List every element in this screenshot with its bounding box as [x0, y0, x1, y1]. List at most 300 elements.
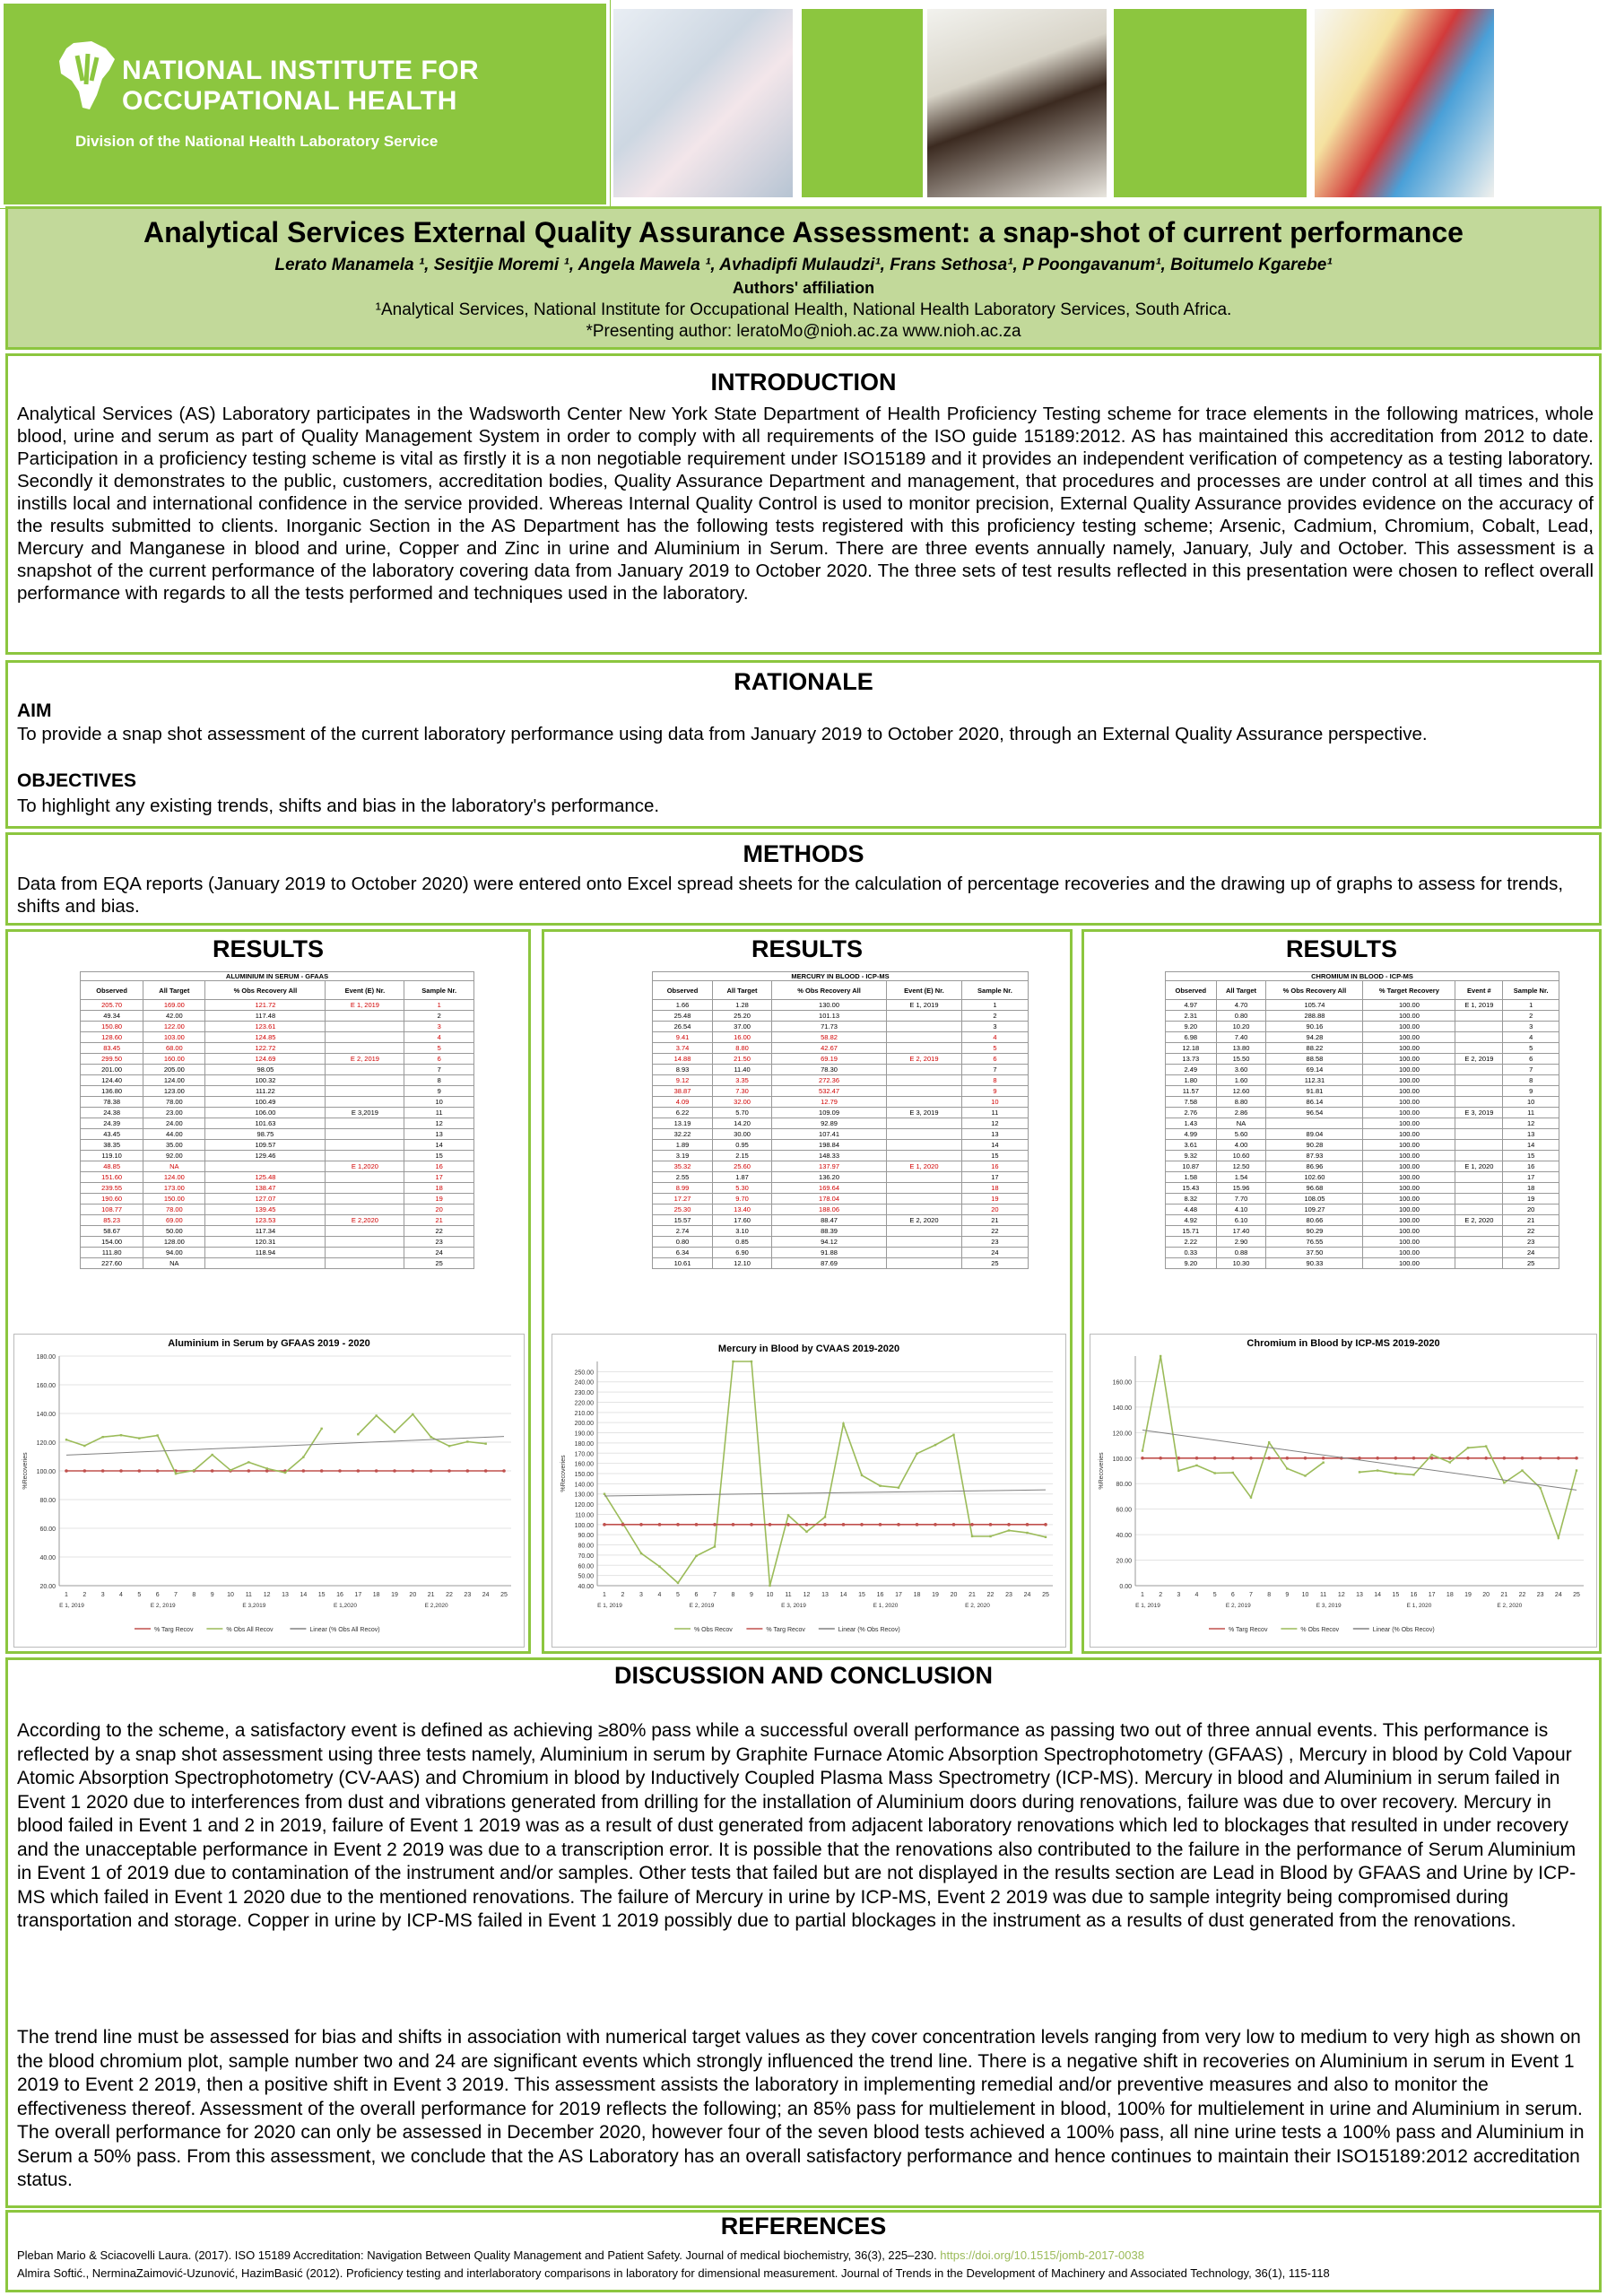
table-cell: E 2, 2019 — [886, 1054, 961, 1065]
y-tick-label: 60.00 — [578, 1563, 594, 1570]
table-caption: ALUMINIUM IN SERUM - GFAAS — [80, 971, 474, 980]
x-tick-label: 5 — [137, 1592, 142, 1598]
table-cell: 123.61 — [205, 1022, 326, 1032]
table-cell: 124.69 — [205, 1054, 326, 1065]
table-cell: 0.80 — [653, 1237, 713, 1248]
data-point — [1394, 1457, 1398, 1460]
data-point — [934, 1444, 936, 1446]
x-tick-label: 4 — [657, 1592, 662, 1598]
table-cell: 14 — [961, 1140, 1028, 1151]
x-tick-label: 20 — [950, 1592, 958, 1598]
table-row — [1166, 1097, 1559, 1108]
introduction-panel — [5, 353, 1602, 655]
table-row — [81, 1032, 474, 1043]
table-cell: 119.10 — [81, 1151, 143, 1161]
chart-title: Chromium in Blood by ICP-MS 2019-2020 — [1247, 1338, 1440, 1349]
y-tick-label: 100.00 — [574, 1522, 594, 1529]
column-header: All Target — [1216, 981, 1266, 1000]
table-cell: 130.00 — [772, 1000, 887, 1011]
data-point — [466, 1440, 468, 1442]
y-tick-label: 80.00 — [1116, 1482, 1132, 1489]
table-cell: 4 — [961, 1032, 1028, 1043]
table-cell: 100.00 — [1363, 1032, 1455, 1043]
table-cell: 21 — [1503, 1215, 1559, 1226]
trend-line — [604, 1490, 1046, 1496]
data-point — [769, 1523, 772, 1526]
x-tick-label: 14 — [1374, 1592, 1382, 1598]
x-tick-label: 22 — [986, 1592, 995, 1598]
table-cell — [1455, 1032, 1503, 1043]
table-row — [81, 1215, 474, 1226]
reference-1 — [17, 2248, 1595, 2262]
table-cell: 96.54 — [1266, 1108, 1363, 1118]
table-row — [1166, 1161, 1559, 1172]
table-cell: 8 — [404, 1075, 474, 1086]
table-cell: 11 — [404, 1108, 474, 1118]
table-cell: 11.57 — [1166, 1086, 1217, 1097]
affiliation-label: Authors' affiliation — [732, 279, 875, 297]
data-point — [430, 1469, 433, 1473]
column-header: Sample Nr. — [404, 981, 474, 1000]
x-tick-label: 11 — [1320, 1592, 1327, 1598]
table-cell: 21 — [404, 1215, 474, 1226]
x-tick-label: 23 — [1005, 1592, 1012, 1598]
x-tick-label: 16 — [336, 1592, 343, 1598]
table-cell: 100.00 — [1363, 1237, 1455, 1248]
table-cell: 44.00 — [143, 1129, 205, 1140]
table-cell: 12 — [404, 1118, 474, 1129]
y-tick-label: 140.00 — [574, 1482, 594, 1489]
data-point — [1213, 1457, 1217, 1460]
table-cell: 2.76 — [1166, 1108, 1217, 1118]
table-cell: 125.48 — [205, 1172, 326, 1183]
table-cell: 198.84 — [772, 1140, 887, 1151]
table-cell: 23.00 — [143, 1108, 205, 1118]
table-cell — [886, 1011, 961, 1022]
table-cell — [205, 1161, 326, 1172]
data-point — [357, 1433, 359, 1435]
data-point — [1195, 1465, 1197, 1466]
column-header: Sample Nr. — [961, 981, 1028, 1000]
data-point — [732, 1361, 734, 1362]
table-cell: 124.85 — [205, 1032, 326, 1043]
table-cell: 3 — [404, 1022, 474, 1032]
table-cell: 3.10 — [713, 1226, 772, 1237]
table-cell: 8.32 — [1166, 1194, 1217, 1205]
table-cell: E 1,2020 — [326, 1161, 404, 1172]
y-tick-label: 20.00 — [39, 1584, 56, 1590]
table-cell: 117.34 — [205, 1226, 326, 1237]
table-cell: 7 — [404, 1065, 474, 1075]
table-row — [1166, 1075, 1559, 1086]
table-cell: 71.73 — [772, 1022, 887, 1032]
table-cell: 15.57 — [653, 1215, 713, 1226]
series-line — [1142, 1356, 1577, 1538]
x-tick-label: 23 — [464, 1592, 472, 1598]
table-row — [81, 1237, 474, 1248]
column-header: Observed — [653, 981, 713, 1000]
chromium-line-chart — [1090, 1349, 1596, 1641]
table-cell: NA — [143, 1258, 205, 1269]
table-cell: 5 — [404, 1043, 474, 1054]
table-cell: 2.74 — [653, 1226, 713, 1237]
table-cell: 11.40 — [713, 1065, 772, 1075]
table-cell: 103.00 — [143, 1032, 205, 1043]
table-cell: 0.80 — [1216, 1011, 1266, 1022]
lab-tray-photo — [613, 9, 793, 197]
column-header: Event # — [1455, 981, 1503, 1000]
x-tick-label: 4 — [119, 1592, 123, 1598]
x-tick-label: 4 — [1194, 1592, 1199, 1598]
event-label: E 2, 2020 — [1497, 1603, 1523, 1609]
table-row — [653, 1097, 1029, 1108]
table-cell: 151.60 — [81, 1172, 143, 1183]
table-cell: 50.00 — [143, 1226, 205, 1237]
objectives-text: To highlight any existing trends, shifts and bias in the laboratory's performance. — [17, 796, 660, 816]
green-block-1 — [802, 9, 923, 197]
data-point — [842, 1422, 844, 1424]
table-cell: 21 — [961, 1215, 1028, 1226]
y-tick-label: 110.00 — [575, 1512, 594, 1519]
data-point — [1430, 1454, 1432, 1456]
data-point — [1322, 1457, 1325, 1460]
table-caption: MERCURY IN BLOOD - ICP-MS — [652, 971, 1029, 980]
data-point — [156, 1469, 160, 1473]
x-tick-label: 11 — [785, 1592, 792, 1598]
x-tick-label: 6 — [1230, 1592, 1235, 1598]
data-point — [320, 1469, 324, 1473]
table-cell — [886, 1075, 961, 1086]
table-cell: E 3, 2019 — [886, 1108, 961, 1118]
data-point — [1304, 1474, 1306, 1476]
table-cell: 88.47 — [772, 1215, 887, 1226]
event-label: E 1, 2019 — [597, 1603, 622, 1609]
x-tick-label: 5 — [1212, 1592, 1217, 1598]
table-cell: 12.60 — [1216, 1086, 1266, 1097]
event-label: E 1, 2020 — [873, 1603, 899, 1609]
table-cell: 15.43 — [1166, 1183, 1217, 1194]
table-cell: 100.00 — [1363, 1215, 1455, 1226]
table-row — [1166, 1118, 1559, 1129]
data-point — [695, 1555, 697, 1557]
table-cell: E 2, 2019 — [326, 1054, 404, 1065]
table-row — [81, 1118, 474, 1129]
table-cell — [886, 1151, 961, 1161]
table-cell: 88.22 — [1266, 1043, 1363, 1054]
table-cell — [886, 1129, 961, 1140]
x-tick-label: 17 — [895, 1592, 902, 1598]
table-cell: 25.60 — [713, 1161, 772, 1172]
table-cell: 20 — [961, 1205, 1028, 1215]
table-cell: 69.00 — [143, 1215, 205, 1226]
results-panel-chromium — [1081, 929, 1602, 1654]
table-cell: 227.60 — [81, 1258, 143, 1269]
table-cell — [1455, 1258, 1503, 1269]
x-tick-label: 23 — [1536, 1592, 1544, 1598]
table-cell: 94.12 — [772, 1237, 887, 1248]
column-header: Observed — [81, 981, 143, 1000]
table-cell — [326, 1043, 404, 1054]
discussion-paragraph-1: According to the scheme, a satisfactory event is defined as achieving ≥80% pass while a successful overall performance as passing two out of three annual events. This performance is reflected by a snap shot assessment using three tests namely, Aluminium in serum by Graphite Furnace Atomic Absorption Spectrophotometry (GFAAS) , Mercury in blood by Cold Vapour Atomic Absorption Spectrophotometry (CV-AAS) and Chromium in blood by Inductively Coupled Plasma Mass Spectrometry (ICP-MS). Mercury in blood and Aluminium in serum failed in Event 1 2020 due to interferences from dust and vibrations generated from drilling for the installation of Aluminium doors during renovations, failure was due to over recovery. Mercury in blood failed in Event 1 and 2 in 2019, failure of Event 1 2019 was as a result of dust generated from adjacent laboratory renovations which led to blockages that resulted in under recovery and the unacceptable performance in Event 2 2019 was due to a transcription error. It is possible that the renovations also contributed to the failure in the performance of Serum Aluminium in Event 1 of 2019 due to contamination of the instrument and/or samples. Other tests that failed but are not displayed in the results section are Lead in Blood by GFAAS and Urine by ICP-MS which failed in Event 1 2020 due to the mentioned renovations. The failure of Mercury in urine by ICP-MS, Event 2 2019 was due to sample integrity being compromised during transportation and storage. Copper in urine by ICP-MS failed in Event 1 2019 possibly due to partial blockages in the instrument as a results of dust generated from the renovations. — [17, 1720, 1577, 1931]
data-point — [677, 1582, 679, 1584]
data-point — [695, 1523, 699, 1526]
table-cell: 78.00 — [143, 1205, 205, 1215]
data-point — [676, 1523, 680, 1526]
table-row — [653, 1129, 1029, 1140]
aim-label: AIM — [17, 700, 52, 721]
table-cell: 8 — [1503, 1075, 1559, 1086]
y-tick-label: 140.00 — [1112, 1405, 1132, 1412]
table-row — [653, 1022, 1029, 1032]
x-tick-label: 12 — [1337, 1592, 1345, 1598]
x-tick-label: 11 — [245, 1592, 252, 1598]
table-cell: 4 — [404, 1032, 474, 1043]
table-row — [81, 1194, 474, 1205]
table-cell: 1.89 — [653, 1140, 713, 1151]
table-row — [653, 1237, 1029, 1248]
table-row — [1166, 1172, 1559, 1183]
legend-label: % Targ Recov — [1229, 1627, 1268, 1633]
x-tick-label: 6 — [694, 1592, 699, 1598]
table-row — [81, 1226, 474, 1237]
data-point — [484, 1469, 488, 1473]
data-point — [1044, 1523, 1047, 1526]
table-cell: 15.96 — [1216, 1183, 1266, 1194]
table-cell: 1 — [404, 1000, 474, 1011]
table-cell: 100.00 — [1363, 1054, 1455, 1065]
data-point — [823, 1523, 827, 1526]
table-row — [81, 1097, 474, 1108]
table-cell: 127.07 — [205, 1194, 326, 1205]
table-cell: 9.41 — [653, 1032, 713, 1043]
table-cell: 123.53 — [205, 1215, 326, 1226]
table-row — [653, 1118, 1029, 1129]
table-cell: 4.97 — [1166, 1000, 1217, 1011]
table-cell: 1.66 — [653, 1000, 713, 1011]
results-title: RESULTS — [212, 935, 324, 962]
data-point — [1286, 1467, 1288, 1469]
y-tick-label: 120.00 — [574, 1502, 594, 1509]
aluminium-table — [80, 971, 474, 1269]
table-cell — [1455, 1043, 1503, 1054]
table-cell: 3 — [961, 1022, 1028, 1032]
table-row — [653, 1151, 1029, 1161]
table-cell: 22 — [404, 1226, 474, 1237]
y-tick-label: 70.00 — [578, 1552, 594, 1560]
table-cell: 9.20 — [1166, 1022, 1217, 1032]
table-cell: 288.88 — [1266, 1011, 1363, 1022]
table-row — [81, 1205, 474, 1215]
table-cell: 32.00 — [713, 1097, 772, 1108]
x-tick-label: 24 — [482, 1592, 490, 1598]
table-cell — [1455, 1075, 1503, 1086]
green-block-2 — [1114, 9, 1307, 197]
table-cell: 5 — [1503, 1043, 1559, 1054]
data-point — [732, 1523, 735, 1526]
table-cell — [886, 1258, 961, 1269]
table-cell — [326, 1032, 404, 1043]
table-cell: 9.70 — [713, 1194, 772, 1205]
table-cell: 100.00 — [1363, 1097, 1455, 1108]
reference-1-link[interactable]: https://doi.org/10.1515/jomb-2017-0038 — [940, 2248, 1144, 2262]
table-cell: E 3,2019 — [326, 1108, 404, 1118]
event-label: E 2,2020 — [424, 1603, 448, 1609]
data-point — [484, 1442, 486, 1444]
y-tick-label: 50.00 — [578, 1573, 594, 1580]
table-cell: 22 — [961, 1226, 1028, 1237]
table-cell: 100.00 — [1363, 1183, 1455, 1194]
table-cell: 1.87 — [713, 1172, 772, 1183]
table-row — [653, 1248, 1029, 1258]
x-tick-label: 14 — [300, 1592, 308, 1598]
y-tick-label: 210.00 — [574, 1410, 594, 1417]
table-cell: 12.10 — [713, 1258, 772, 1269]
event-label: E 2, 2019 — [689, 1603, 715, 1609]
table-row — [1166, 1215, 1559, 1226]
table-cell: 6 — [961, 1054, 1028, 1065]
table-cell — [1455, 1022, 1503, 1032]
table-row — [653, 1194, 1029, 1205]
methods-text: Data from EQA reports (January 2019 to October 2020) were entered onto Excel spread sheets for the calculation of percentage recoveries and the drawing up of graphs to assess for trends, shifts and bias. — [17, 874, 1564, 917]
legend-label: % Targ Recov — [766, 1627, 805, 1633]
x-tick-label: 16 — [1410, 1592, 1418, 1598]
table-cell: 154.00 — [81, 1237, 143, 1248]
discussion-panel — [5, 1657, 1602, 2208]
division-text: Division of the National Health Laboratory Service — [75, 133, 439, 150]
data-point — [502, 1469, 506, 1473]
table-cell: 25.20 — [713, 1011, 772, 1022]
table-cell: 8.93 — [653, 1065, 713, 1075]
x-tick-label: 19 — [932, 1592, 939, 1598]
y-tick-label: 90.00 — [578, 1533, 594, 1540]
table-cell — [1455, 1065, 1503, 1075]
chart-title: Mercury in Blood by CVAAS 2019-2020 — [717, 1344, 900, 1354]
table-cell: 2 — [404, 1011, 474, 1022]
table-cell: 7.30 — [713, 1086, 772, 1097]
table-cell: 4.00 — [1216, 1140, 1266, 1151]
table-cell: 16 — [404, 1161, 474, 1172]
data-point — [879, 1484, 881, 1486]
header-logo-panel — [0, 0, 610, 208]
y-tick-label: 130.00 — [574, 1492, 594, 1499]
table-cell — [886, 1172, 961, 1183]
table-cell — [1455, 1248, 1503, 1258]
table-row — [653, 1183, 1029, 1194]
table-cell: 109.09 — [772, 1108, 887, 1118]
table-cell: 148.33 — [772, 1151, 887, 1161]
table-cell: 136.80 — [81, 1086, 143, 1097]
data-point — [1026, 1523, 1029, 1526]
data-point — [1575, 1457, 1578, 1460]
table-cell: 25 — [404, 1258, 474, 1269]
chart-title: Aluminium in Serum by GFAAS 2019 - 2020 — [168, 1338, 370, 1349]
table-cell — [326, 1129, 404, 1140]
table-cell: 139.45 — [205, 1205, 326, 1215]
table-cell: 35.00 — [143, 1140, 205, 1151]
results-panel-mercury — [542, 929, 1073, 1654]
table-cell: 15 — [404, 1151, 474, 1161]
data-point — [101, 1469, 105, 1473]
y-tick-label: 60.00 — [39, 1526, 56, 1533]
data-point — [248, 1469, 251, 1473]
table-cell: 22 — [1503, 1226, 1559, 1237]
data-point — [1213, 1472, 1215, 1474]
table-row — [81, 1011, 474, 1022]
column-header: % Target Recovery — [1363, 981, 1455, 1000]
table-cell: 11 — [1503, 1108, 1559, 1118]
legend-label: % Obs Recov — [1300, 1627, 1340, 1633]
table-row — [1166, 1226, 1559, 1237]
table-cell: 30.00 — [713, 1129, 772, 1140]
table-cell: 3 — [1503, 1022, 1559, 1032]
table-cell: 6.34 — [653, 1248, 713, 1258]
table-cell: 9 — [1503, 1086, 1559, 1097]
legend-label: % Targ Recov — [154, 1627, 194, 1633]
x-tick-label: 2 — [621, 1592, 625, 1598]
table-cell: 25 — [1503, 1258, 1559, 1269]
table-cell: 124.40 — [81, 1075, 143, 1086]
data-point — [861, 1474, 863, 1476]
x-tick-label: 25 — [1042, 1592, 1049, 1598]
methods-panel — [5, 832, 1602, 926]
table-cell: 100.00 — [1363, 1086, 1455, 1097]
x-tick-label: 8 — [192, 1592, 196, 1598]
table-cell — [326, 1140, 404, 1151]
data-point — [952, 1434, 954, 1436]
x-tick-label: 5 — [676, 1592, 680, 1598]
table-cell: 32.22 — [653, 1129, 713, 1140]
column-header: All Target — [143, 981, 205, 1000]
affiliation: ¹Analytical Services, National Institute for Occupational Health, National Health Laboratory Services, South Africa. — [375, 300, 1232, 319]
table-cell: 25 — [961, 1258, 1028, 1269]
data-point — [1467, 1447, 1469, 1448]
table-cell: E 1, 2020 — [1455, 1161, 1503, 1172]
data-point — [211, 1454, 213, 1456]
table-cell: 128.60 — [81, 1032, 143, 1043]
y-tick-label: 40.00 — [578, 1584, 594, 1590]
data-point — [1249, 1457, 1253, 1460]
y-tick-label: 80.00 — [578, 1543, 594, 1550]
table-cell: 43.45 — [81, 1129, 143, 1140]
table-cell — [886, 1065, 961, 1075]
table-cell: 1.80 — [1166, 1075, 1217, 1086]
table-cell: 190.60 — [81, 1194, 143, 1205]
results-title: RESULTS — [751, 935, 863, 962]
y-axis-label: %Recoveries — [22, 1452, 29, 1490]
table-cell: 6.98 — [1166, 1032, 1217, 1043]
table-cell: 38.35 — [81, 1140, 143, 1151]
table-cell: 3.35 — [713, 1075, 772, 1086]
y-tick-label: 100.00 — [1112, 1456, 1132, 1463]
data-point — [1557, 1457, 1560, 1460]
introduction-text: Analytical Services (AS) Laboratory participates in the Wadsworth Center New York State Department of Health Proficiency Testing scheme for trace elements in the following matrices, whole blood, urine and serum as part of Quality Management System in order to comply with all requirements of the ISO guide 15189:2012. AS has maintained this accreditation from 2012 to date. Participation in a proficiency testing scheme is vital as firstly it is a non negotiable requirement under ISO15189 and it provides an independent verification of competency as a testing laboratory. Secondly it demonstrates to the public, customers, accreditation bodies, Quality Assurance Department and management, that procedures and processes are under control at all times and this instills local and international confidence in the service provided. Whereas Internal Quality Control is used to monitor precision, External Quality Assurance provides evidence on the accuracy of the results submitted to clients. Inorganic Section in the AS Department has the following tests registered with this proficiency testing scheme; Arsenic, Cadmium, Chromium, Cobalt, Lead, Mercury and Manganese in blood and urine, Copper and Zinc in urine and Aluminium in Serum. There are three events annually namely, January, July and October. This assessment is a snapshot of the current performance of the laboratory covering data from January 2019 to October 2020. The three sets of test results reflected in this presentation were chosen to reflect overall performance with regards to all the tests performed and techniques used in the laboratory. — [17, 404, 1594, 604]
poster-title: Analytical Services External Quality Assurance Assessment: a snap-shot of current performance — [143, 216, 1464, 248]
table-cell: 0.33 — [1166, 1248, 1217, 1258]
table-cell — [326, 1205, 404, 1215]
data-point — [1503, 1482, 1505, 1483]
table-row — [653, 1075, 1029, 1086]
event-label: E 1,2020 — [333, 1603, 358, 1609]
table-row — [653, 1258, 1029, 1269]
table-cell: 17 — [1503, 1172, 1559, 1183]
table-cell — [326, 1226, 404, 1237]
table-cell: 2.55 — [653, 1172, 713, 1183]
data-point — [621, 1523, 625, 1526]
table-cell: 2.49 — [1166, 1065, 1217, 1075]
data-point — [120, 1434, 122, 1436]
table-cell — [326, 1086, 404, 1097]
table-cell: 160.00 — [143, 1054, 205, 1065]
